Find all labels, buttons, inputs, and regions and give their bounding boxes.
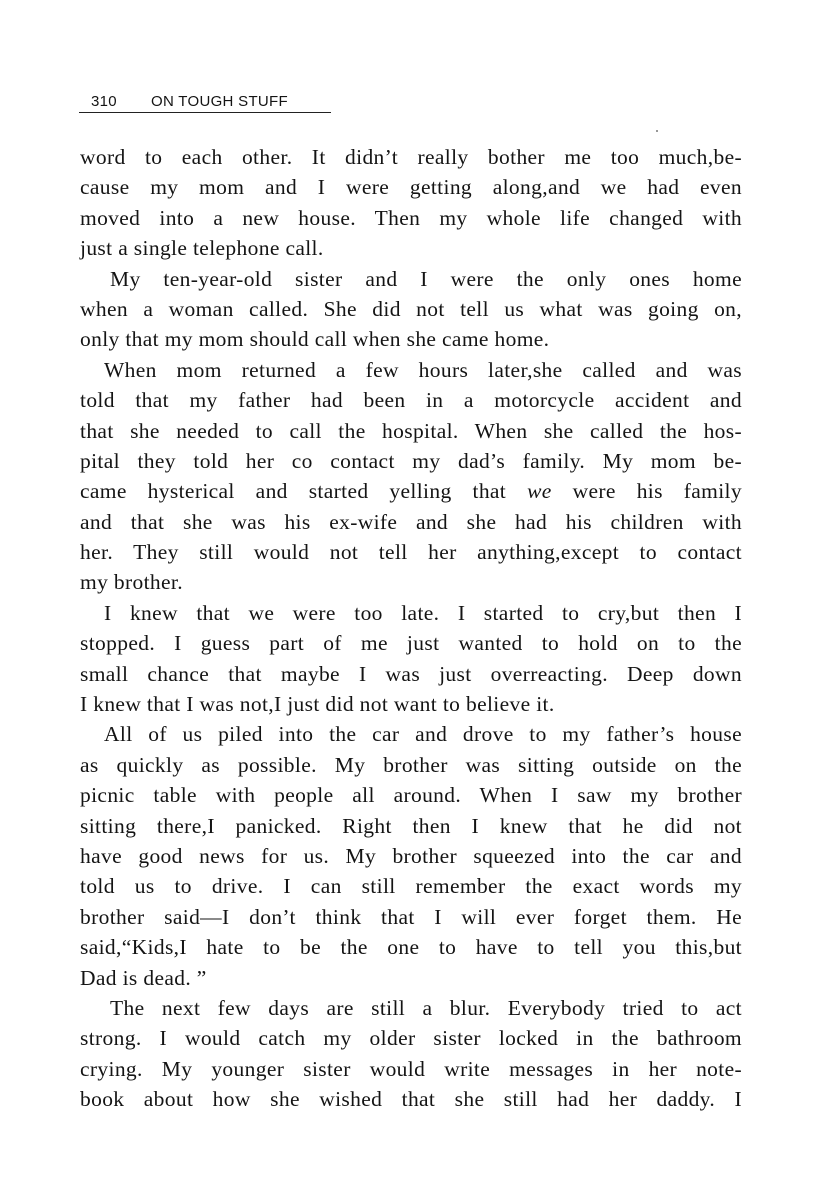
text-line: cause my mom and I were getting along,and we had even [80,175,742,200]
text-line: strong. I would catch my older sister locked in the bathroom [80,1026,742,1051]
text-line: just a single telephone call. [80,236,324,261]
paragraph-first-line: I knew that we were too late. I started to cry,but then I [104,600,742,625]
text-line: that she needed to call the hospital. When she called the hos- [80,418,742,443]
text-line: my brother. [80,570,183,595]
header-rule [79,112,331,113]
text-line: I knew that I was not,I just did not want to believe it. [80,692,555,717]
text-line: small chance that maybe I was just overreacting. Deep down [80,661,742,686]
text-line: brother said—I don’t think that I will ever forget them. He [80,904,742,929]
text-line: came hysterical and started yelling that we were his family [80,479,742,504]
paragraph-first-line: All of us piled into the car and drove to my father’s house [104,722,742,747]
paragraph-first-line: When mom returned a few hours later,she called and was [104,357,742,382]
text-line: Dad is dead. ” [80,965,207,990]
text-line: have good news for us. My brother squeezed into the car and [80,843,742,868]
text-line: moved into a new house. Then my whole life changed with [80,205,742,230]
text-line: her. They still would not tell her anything,except to contact [80,540,742,565]
emphasis-word: we [527,479,552,504]
print-speck [656,130,658,132]
text-line: as quickly as possible. My brother was sitting outside on the [80,752,742,777]
text-line: said,“Kids,I hate to be the one to have to tell you this,but [80,935,742,960]
text-line: sitting there,I panicked. Right then I knew that he did not [80,813,742,838]
paragraph-first-line: The next few days are still a blur. Everybody tried to act [110,995,742,1020]
body-text [80,142,742,1115]
page-number: 310 [91,93,117,110]
text-line: told that my father had been in a motorcycle accident and [80,388,742,413]
text-line: book about how she wished that she still had her daddy. I [80,1087,742,1112]
text-line: only that my mom should call when she came home. [80,327,550,352]
section-title: ON TOUGH STUFF [151,93,288,110]
running-header [79,94,331,116]
text-line: and that she was his ex-wife and she had his children with [80,509,742,534]
paragraph-first-line: My ten-year-old sister and I were the only ones home [110,266,742,291]
text-line: crying. My younger sister would write messages in her note- [80,1056,742,1081]
text-line: word to each other. It didn’t really bother me too much,be- [80,145,742,169]
text-line: stopped. I guess part of me just wanted to hold on to the [80,631,742,656]
text-line: pital they told her co contact my dad’s family. My mom be- [80,448,742,473]
text-line: picnic table with people all around. When I saw my brother [80,783,742,808]
text-line: when a woman called. She did not tell us what was going on, [80,296,742,321]
text-line: told us to drive. I can still remember the exact words my [80,874,742,899]
